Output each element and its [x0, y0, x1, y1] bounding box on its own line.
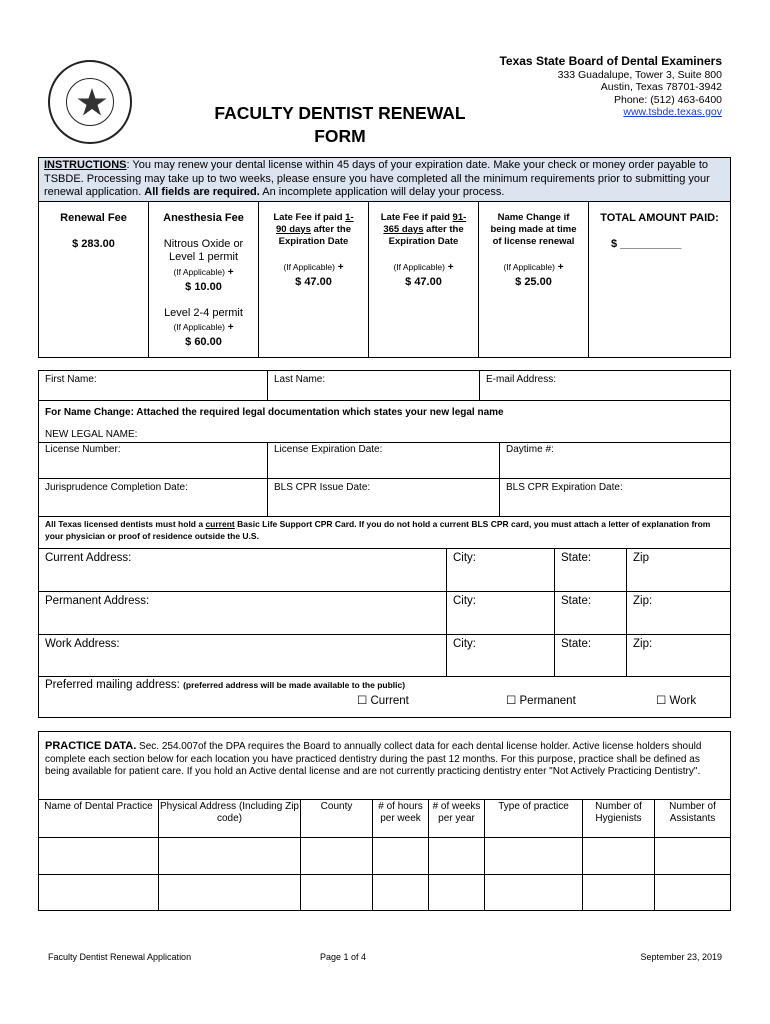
plus-sign: +: [227, 267, 234, 278]
name-row: [39, 371, 730, 401]
daytime-phone-field[interactable]: Daytime #:: [506, 444, 554, 455]
instructions-text: [39, 158, 730, 202]
plus-sign: +: [227, 322, 234, 333]
table-row-1[interactable]: [39, 837, 730, 838]
first-name-field[interactable]: First Name:: [39, 371, 268, 400]
practice-data-box: [38, 731, 731, 911]
late-fee-1-label: [259, 212, 368, 248]
permanent-state-field[interactable]: State:: [555, 592, 627, 634]
late-fee-2-post: after the Expiration Date: [388, 224, 464, 247]
late-fee-2-pre: Late Fee if paid: [380, 212, 453, 223]
license-number-field[interactable]: License Number:: [39, 443, 268, 478]
anesthesia-option-2: Level 2-4 permit: [164, 307, 243, 319]
mailing-note: (preferred address will be made available to the public): [183, 680, 406, 690]
late-fee-1-pre: Late Fee if paid: [273, 212, 346, 223]
late-fee-2-amount: $ 47.00: [405, 276, 442, 288]
plus-sign: +: [557, 262, 564, 273]
current-address-row: [39, 549, 730, 592]
personal-info-box: [38, 370, 731, 718]
form-title-line2: FORM: [314, 126, 366, 146]
anesthesia-amount-2: $ 60.00: [185, 336, 222, 348]
cpr-note-post: Basic Life Support CPR Card. If you do not hold a current BLS CPR card, you must attach a letter of explanation from your physician or proof of residence outside the U.S.: [45, 519, 711, 541]
permanent-city-field[interactable]: City:: [447, 592, 555, 634]
fee-grid: [39, 202, 730, 357]
table-row-2[interactable]: [39, 874, 730, 875]
late-fee-1-range-end: 90 days: [276, 224, 311, 235]
cpr-note: [39, 517, 730, 548]
anesthesia-fee-label: Anesthesia Fee: [163, 212, 244, 224]
org-address-2: Austin, Texas 78701-3942: [600, 81, 722, 93]
name-change-note: For Name Change: Attached the required legal documentation which states your new legal name: [45, 407, 504, 418]
late-fee-2-col: [369, 202, 479, 357]
permanent-address-row: [39, 592, 730, 635]
col-county: County: [301, 799, 373, 911]
form-title: [190, 102, 490, 148]
dates-row: [39, 479, 730, 517]
cpr-note-row: [39, 517, 730, 549]
anesthesia-fee-col: [149, 202, 259, 357]
bls-expiration-date-field[interactable]: BLS CPR Expiration Date:: [506, 482, 623, 493]
practice-data-body: Sec. 254.007of the DPA requires the Board to annually collect data for each dental license holder. Active license holders should complete each section below for each location you have practiced dentistry during the past 12 months. For this purpose, practice shall be defined as being available for patient care. If you hold an Active dental license and are not currently practicing dentistry enter "Not Actively Practicing Dentistry".: [45, 741, 702, 777]
late-fee-1-applicable: (If Applicable): [283, 262, 335, 272]
total-col: [589, 202, 730, 357]
mailing-label: Preferred mailing address:: [45, 679, 184, 691]
anesthesia-option-1: Nitrous Oxide or Level 1 permit: [163, 238, 244, 263]
instructions-box: [38, 157, 731, 358]
current-zip-field[interactable]: Zip: [633, 552, 649, 564]
work-zip-field[interactable]: Zip:: [633, 638, 653, 650]
name-change-amount: $ 25.00: [515, 276, 552, 288]
anesthesia-applicable-2: (If Applicable): [173, 322, 225, 332]
cpr-note-pre: All Texas licensed dentists must hold a: [45, 519, 206, 529]
work-address-field[interactable]: Work Address:: [39, 635, 447, 676]
total-amount-field[interactable]: $ __________: [611, 238, 682, 250]
instructions-body: : You may renew your dental license within 45 days of your expiration date. Make your check or money order payable to TSBDE. Processing may take up to two weeks, please ensure you have completed all the minimum requirements prior to submitting your renewal application.: [44, 159, 710, 198]
col-physical-address: Physical Address (Including Zip code): [159, 799, 301, 911]
renewal-fee-col: [39, 202, 149, 357]
jurisprudence-date-field[interactable]: Jurisprudence Completion Date:: [39, 479, 268, 516]
form-title-line1: FACULTY DENTIST RENEWAL: [214, 103, 466, 123]
late-fee-2-label: [369, 212, 478, 248]
work-address-row: [39, 635, 730, 677]
anesthesia-amount-1: $ 10.00: [185, 281, 222, 293]
renewal-fee-label: Renewal Fee: [60, 212, 127, 224]
anesthesia-applicable-1: (If Applicable): [173, 267, 225, 277]
instructions-tail: An incomplete application will delay your process.: [259, 186, 505, 198]
work-state-field[interactable]: State:: [555, 635, 627, 676]
new-legal-name-field[interactable]: NEW LEGAL NAME:: [45, 429, 138, 440]
late-fee-2-range-end: 365 days: [383, 224, 424, 235]
current-city-field[interactable]: City:: [447, 549, 555, 591]
email-field[interactable]: E-mail Address:: [486, 374, 557, 385]
mailing-option-permanent[interactable]: ☐ Permanent: [506, 695, 576, 707]
name-change-applicable: (If Applicable): [503, 262, 555, 272]
footer-left: Faculty Dentist Renewal Application: [48, 952, 192, 962]
total-label: TOTAL AMOUNT PAID:: [600, 212, 719, 224]
license-expiration-field[interactable]: License Expiration Date:: [268, 443, 500, 478]
name-change-label: Name Change if being made at time of license renewal: [490, 212, 577, 247]
col-hours-per-week: # of hours per week: [373, 799, 429, 911]
footer-date: September 23, 2019: [640, 952, 722, 962]
name-change-col: [479, 202, 589, 357]
renewal-fee-amount: $ 283.00: [72, 238, 115, 250]
col-weeks-per-year: # of weeks per year: [429, 799, 485, 911]
late-fee-1-amount: $ 47.00: [295, 276, 332, 288]
work-city-field[interactable]: City:: [447, 635, 555, 676]
permanent-address-field[interactable]: Permanent Address:: [39, 592, 447, 634]
practice-data-text: [39, 732, 730, 779]
instructions-required: All fields are required.: [144, 186, 260, 198]
col-practice-type: Type of practice: [485, 799, 583, 911]
name-change-row: [39, 401, 730, 443]
board-seal: [48, 60, 132, 144]
bls-issue-date-field[interactable]: BLS CPR Issue Date:: [268, 479, 500, 516]
col-practice-name: Name of Dental Practice: [39, 799, 159, 911]
late-fee-2-range-start: 91-: [452, 212, 467, 223]
late-fee-1-range-start: 1-: [345, 212, 354, 223]
cpr-note-current: current: [205, 519, 235, 529]
instructions-label: INSTRUCTIONS: [44, 159, 127, 171]
org-address-1: 333 Guadalupe, Tower 3, Suite 800: [557, 68, 722, 81]
org-website-link[interactable]: www.tsbde.texas.gov: [623, 106, 722, 118]
current-address-field[interactable]: Current Address:: [39, 549, 447, 591]
seal-star-icon: [50, 62, 134, 146]
footer-page: Page 1 of 4: [320, 952, 367, 962]
late-fee-1-post: after the Expiration Date: [278, 224, 351, 247]
practice-data-label: PRACTICE DATA.: [45, 740, 137, 752]
current-state-field[interactable]: State:: [555, 549, 627, 591]
last-name-field[interactable]: Last Name:: [268, 371, 480, 400]
late-fee-1-col: [259, 202, 369, 357]
plus-sign: +: [337, 262, 344, 273]
permanent-zip-field[interactable]: Zip:: [633, 595, 653, 607]
late-fee-2-applicable: (If Applicable): [393, 262, 445, 272]
mailing-option-work[interactable]: ☐ Work: [656, 695, 697, 707]
mailing-option-current[interactable]: ☐ Current: [357, 695, 409, 707]
org-name: Texas State Board of Dental Examiners: [499, 54, 722, 68]
col-assistants: Number of Assistants: [669, 801, 716, 824]
license-row: [39, 443, 730, 479]
org-phone: Phone: (512) 463-6400: [614, 93, 722, 106]
plus-sign: +: [447, 262, 454, 273]
org-header: [499, 55, 722, 119]
col-hygienists: Number of Hygienists: [583, 799, 655, 911]
mailing-preference: [45, 679, 405, 691]
